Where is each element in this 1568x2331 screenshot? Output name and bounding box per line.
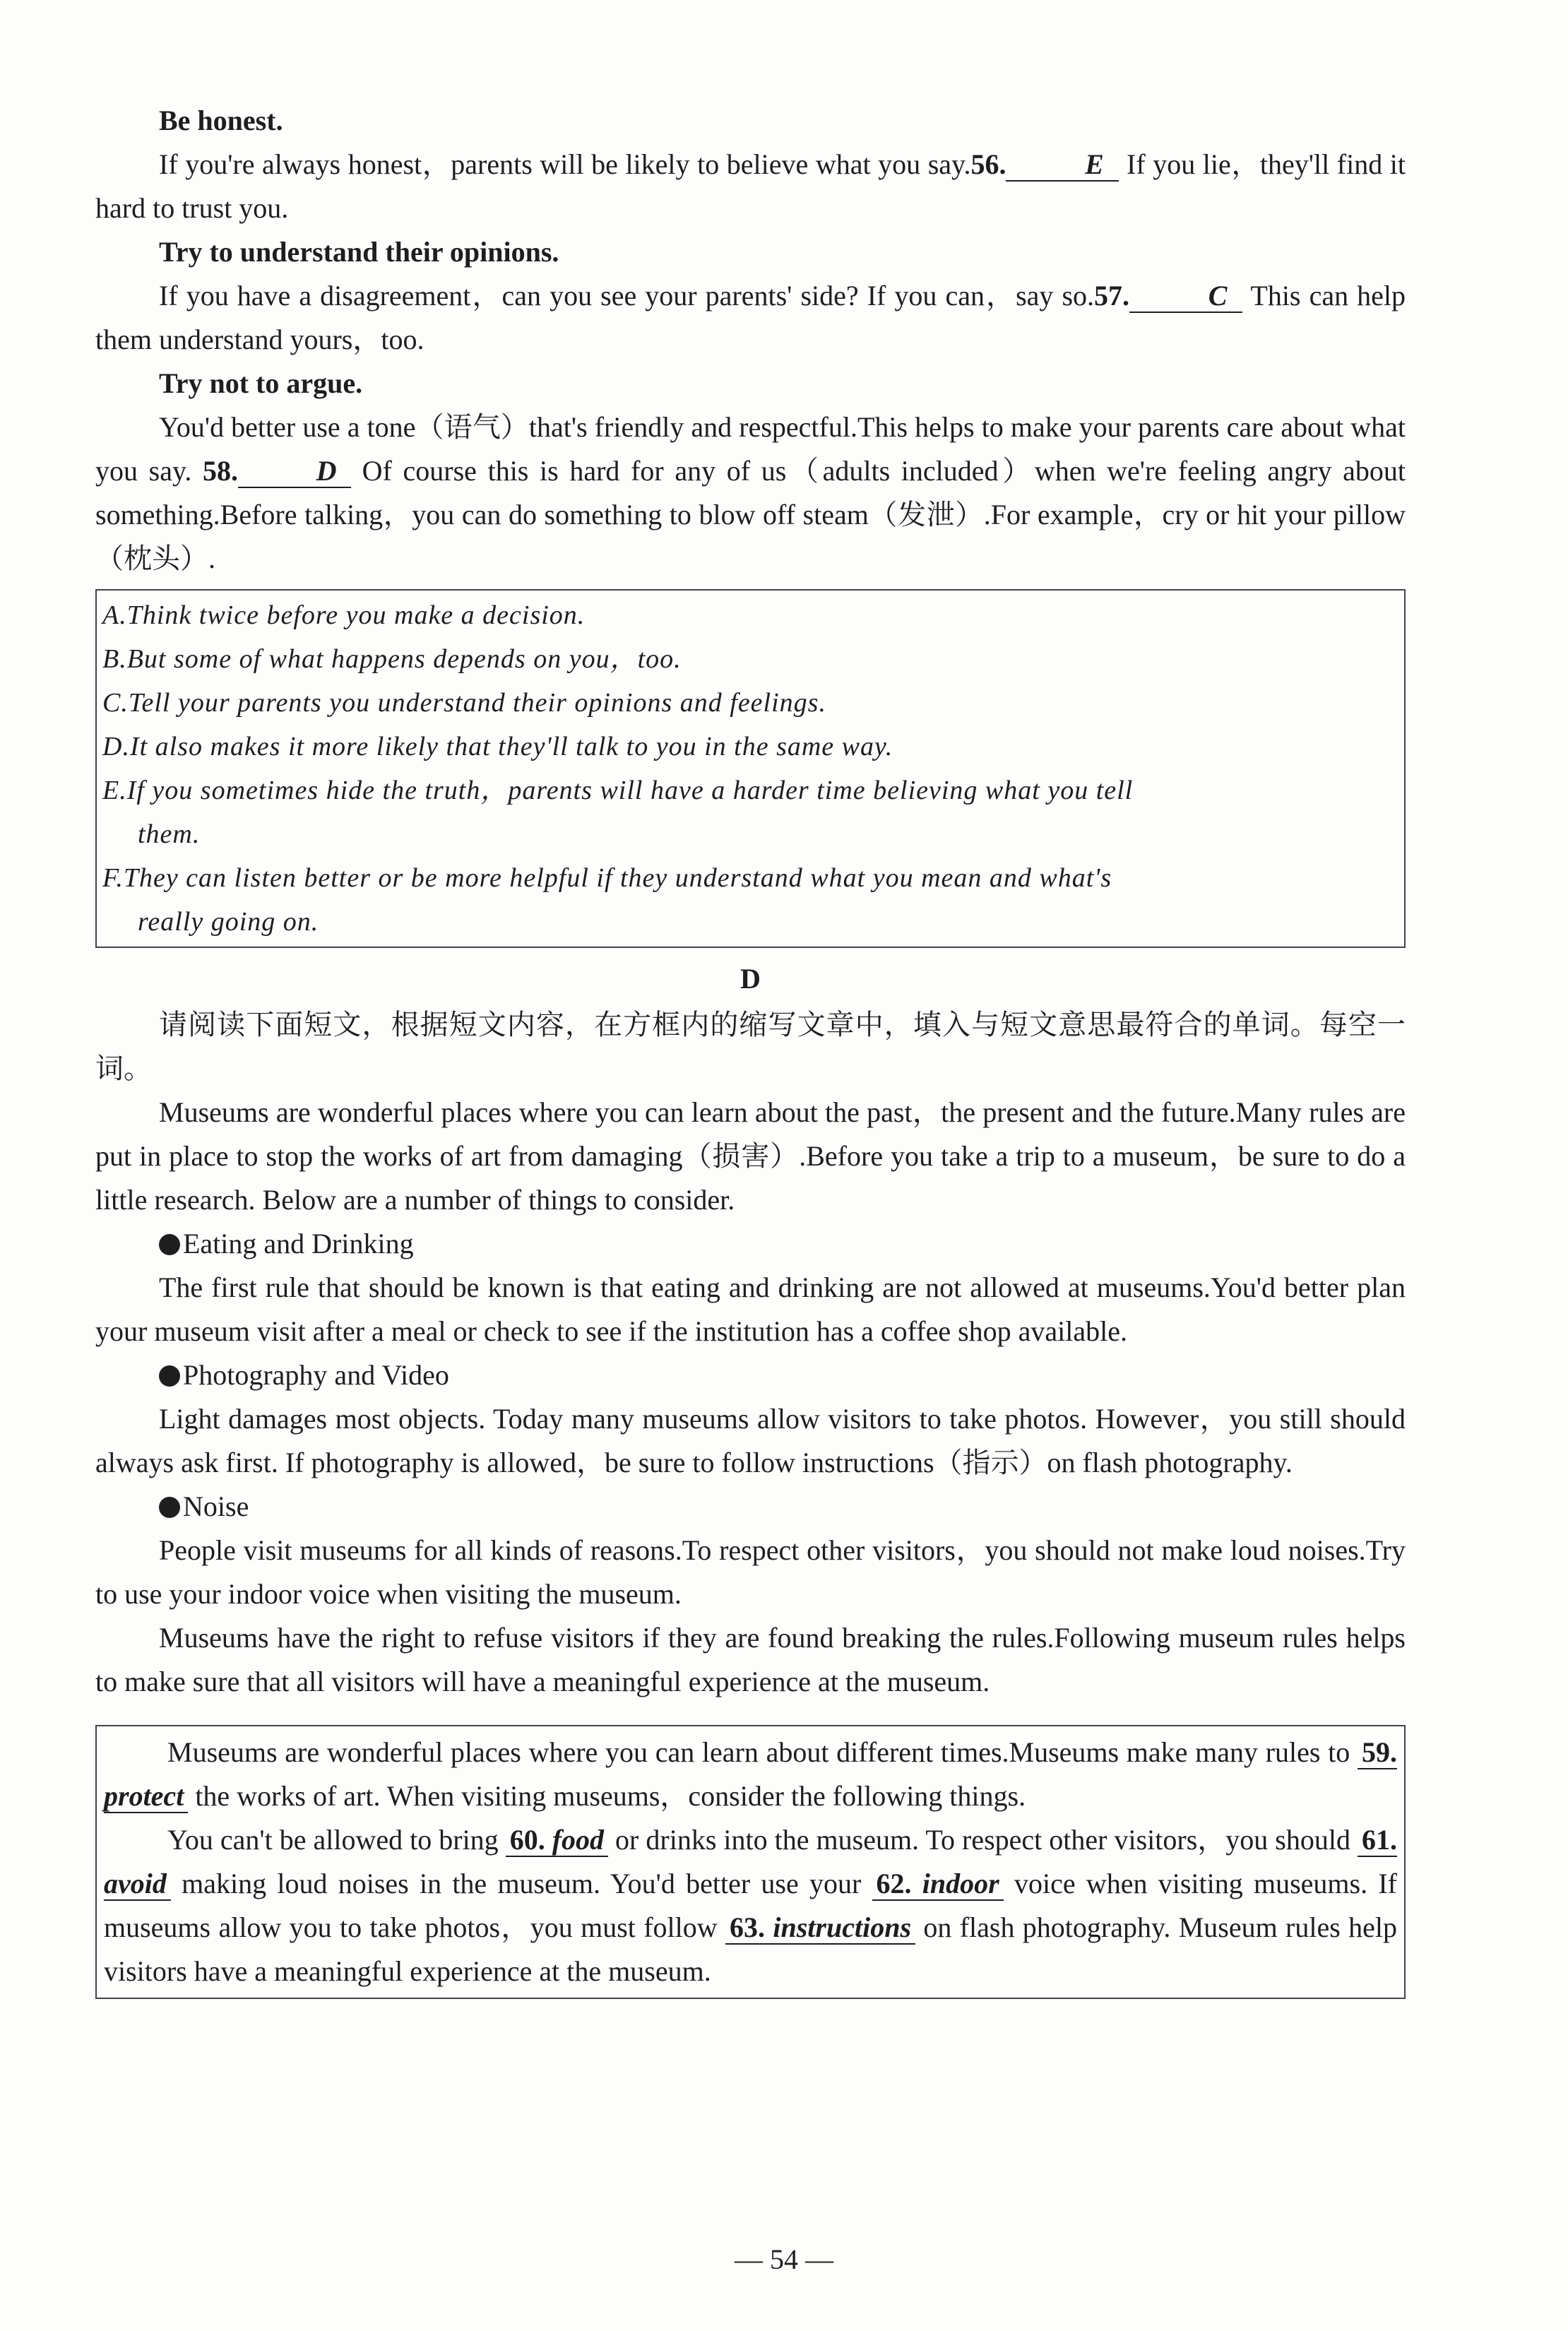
- blank-61: 61. avoid: [104, 1824, 1397, 1899]
- bullet-icon: [159, 1497, 180, 1518]
- paragraph-eating-drinking: The first rule that should be known is that eating and drinking are not allowed at museums.You'd better plan your museum visit after a meal or check to see if the institution has a coffee shop available.: [95, 1271, 1406, 1347]
- paragraph-be-honest: If you're always honest，parents will be likely to believe what you say.56. E If you lie，they'll find it hard to trust you.: [95, 148, 1406, 224]
- question-56-number: 56.: [970, 148, 1006, 180]
- option-a: A.Think twice before you make a decision.: [102, 600, 586, 630]
- question-58-number: 58.: [203, 455, 239, 487]
- answer-61: avoid: [104, 1868, 167, 1899]
- option-f: F.They can listen better or be more helpful if they understand what you mean and what's: [102, 863, 1112, 893]
- summary-box: [95, 1725, 1406, 1999]
- option-e: E.If you sometimes hide the truth，parents will have a harder time believing what you tell: [102, 776, 1134, 805]
- answer-62: indoor: [922, 1868, 999, 1899]
- content: [95, 99, 1406, 1999]
- passage-intro: Museums are wonderful places where you can learn about the past，the present and the future.Many rules are put in place to stop the works of art from damaging（损害）.Before you take a trip to a museum，be sure to do a little research. Below are a number of things to consider.: [95, 1096, 1406, 1216]
- blank-59: 59. protect: [104, 1736, 1397, 1812]
- option-e-continued: them.: [138, 819, 201, 849]
- heading-not-argue: Try not to argue.: [159, 367, 363, 399]
- answer-56: E: [1006, 149, 1119, 182]
- answer-63: instructions: [773, 1911, 912, 1943]
- heading-be-honest: Be honest.: [159, 105, 283, 136]
- page-number: — 54 —: [735, 2243, 833, 2275]
- blank-63: 63. instructions: [725, 1911, 915, 1945]
- bullet-icon: [159, 1234, 180, 1255]
- option-f-continued: really going on.: [138, 907, 319, 937]
- paragraph-closing: Museums have the right to refuse visitors if they are found breaking the rules.Following museum rules helps to make sure that all visitors will have a meaningful experience at the museum.: [95, 1622, 1406, 1697]
- answer-58: D: [238, 456, 351, 488]
- section-d-instruction: 请阅读下面短文，根据短文内容，在方框内的缩写文章中，填入与短文意思最符合的单词。每空一词。: [95, 1009, 1406, 1084]
- subheading-photography-video: Photography and Video: [95, 1353, 1406, 1397]
- subheading-noise: Noise: [95, 1485, 1406, 1529]
- question-57-number: 57.: [1094, 280, 1130, 312]
- answer-60: food: [552, 1824, 605, 1856]
- paragraph-photography-video: Light damages most objects. Today many museums allow visitors to take photos. However，you still should always ask first. If photography is allowed，be sure to follow instructions（指示）on flash photography.: [95, 1403, 1406, 1478]
- answer-57: C: [1129, 280, 1242, 313]
- answer-59: protect: [104, 1780, 184, 1812]
- paragraph-understand-opinions: If you have a disagreement，can you see your parents' side? If you can，say so.57. C This can help them understand yours，too.: [95, 280, 1406, 355]
- bullet-icon: [159, 1365, 180, 1387]
- subheading-eating-drinking: Eating and Drinking: [95, 1222, 1406, 1266]
- option-b: B.But some of what happens depends on you，too.: [102, 644, 682, 674]
- paragraph-noise: People visit museums for all kinds of reasons.To respect other visitors，you should not make loud noises.Try to use your indoor voice when visiting the museum.: [95, 1534, 1406, 1610]
- options-box: [95, 589, 1406, 948]
- section-d-label: D: [740, 963, 761, 995]
- summary-paragraph-1: Museums are wonderful places where you can learn about different times.Museums make many rules to 59. protect the works of art. When visiting museums，consider the following things.: [104, 1736, 1397, 1812]
- blank-62: 62. indoor: [872, 1868, 1004, 1901]
- option-d: D.It also makes it more likely that they'll talk to you in the same way.: [102, 732, 893, 761]
- summary-paragraph-2: You can't be allowed to bring 60. food or drinks into the museum. To respect other visitors，you should 61. avoid making loud noises in the museum. You'd better use your 62. indoor voice when visiting museums. If museums allow you to take photos，you must follow 63. instructions on flash photography. Museum rules help visitors have a meaningful experience at the museum.: [104, 1824, 1398, 1987]
- heading-understand-opinions: Try to understand their opinions.: [159, 236, 559, 268]
- blank-60: 60. food: [506, 1824, 608, 1857]
- option-c: C.Tell your parents you understand their opinions and feelings.: [102, 688, 826, 718]
- paragraph-not-argue: You'd better use a tone（语气）that's friendly and respectful.This helps to make your parents care about what you say. 58. D Of course this is hard for any of us（adults included）when we're feeling angry about something.Before talking，you can do something to blow off steam（发泄）.For example，cry or hit your pillow（枕头）.: [95, 411, 1406, 574]
